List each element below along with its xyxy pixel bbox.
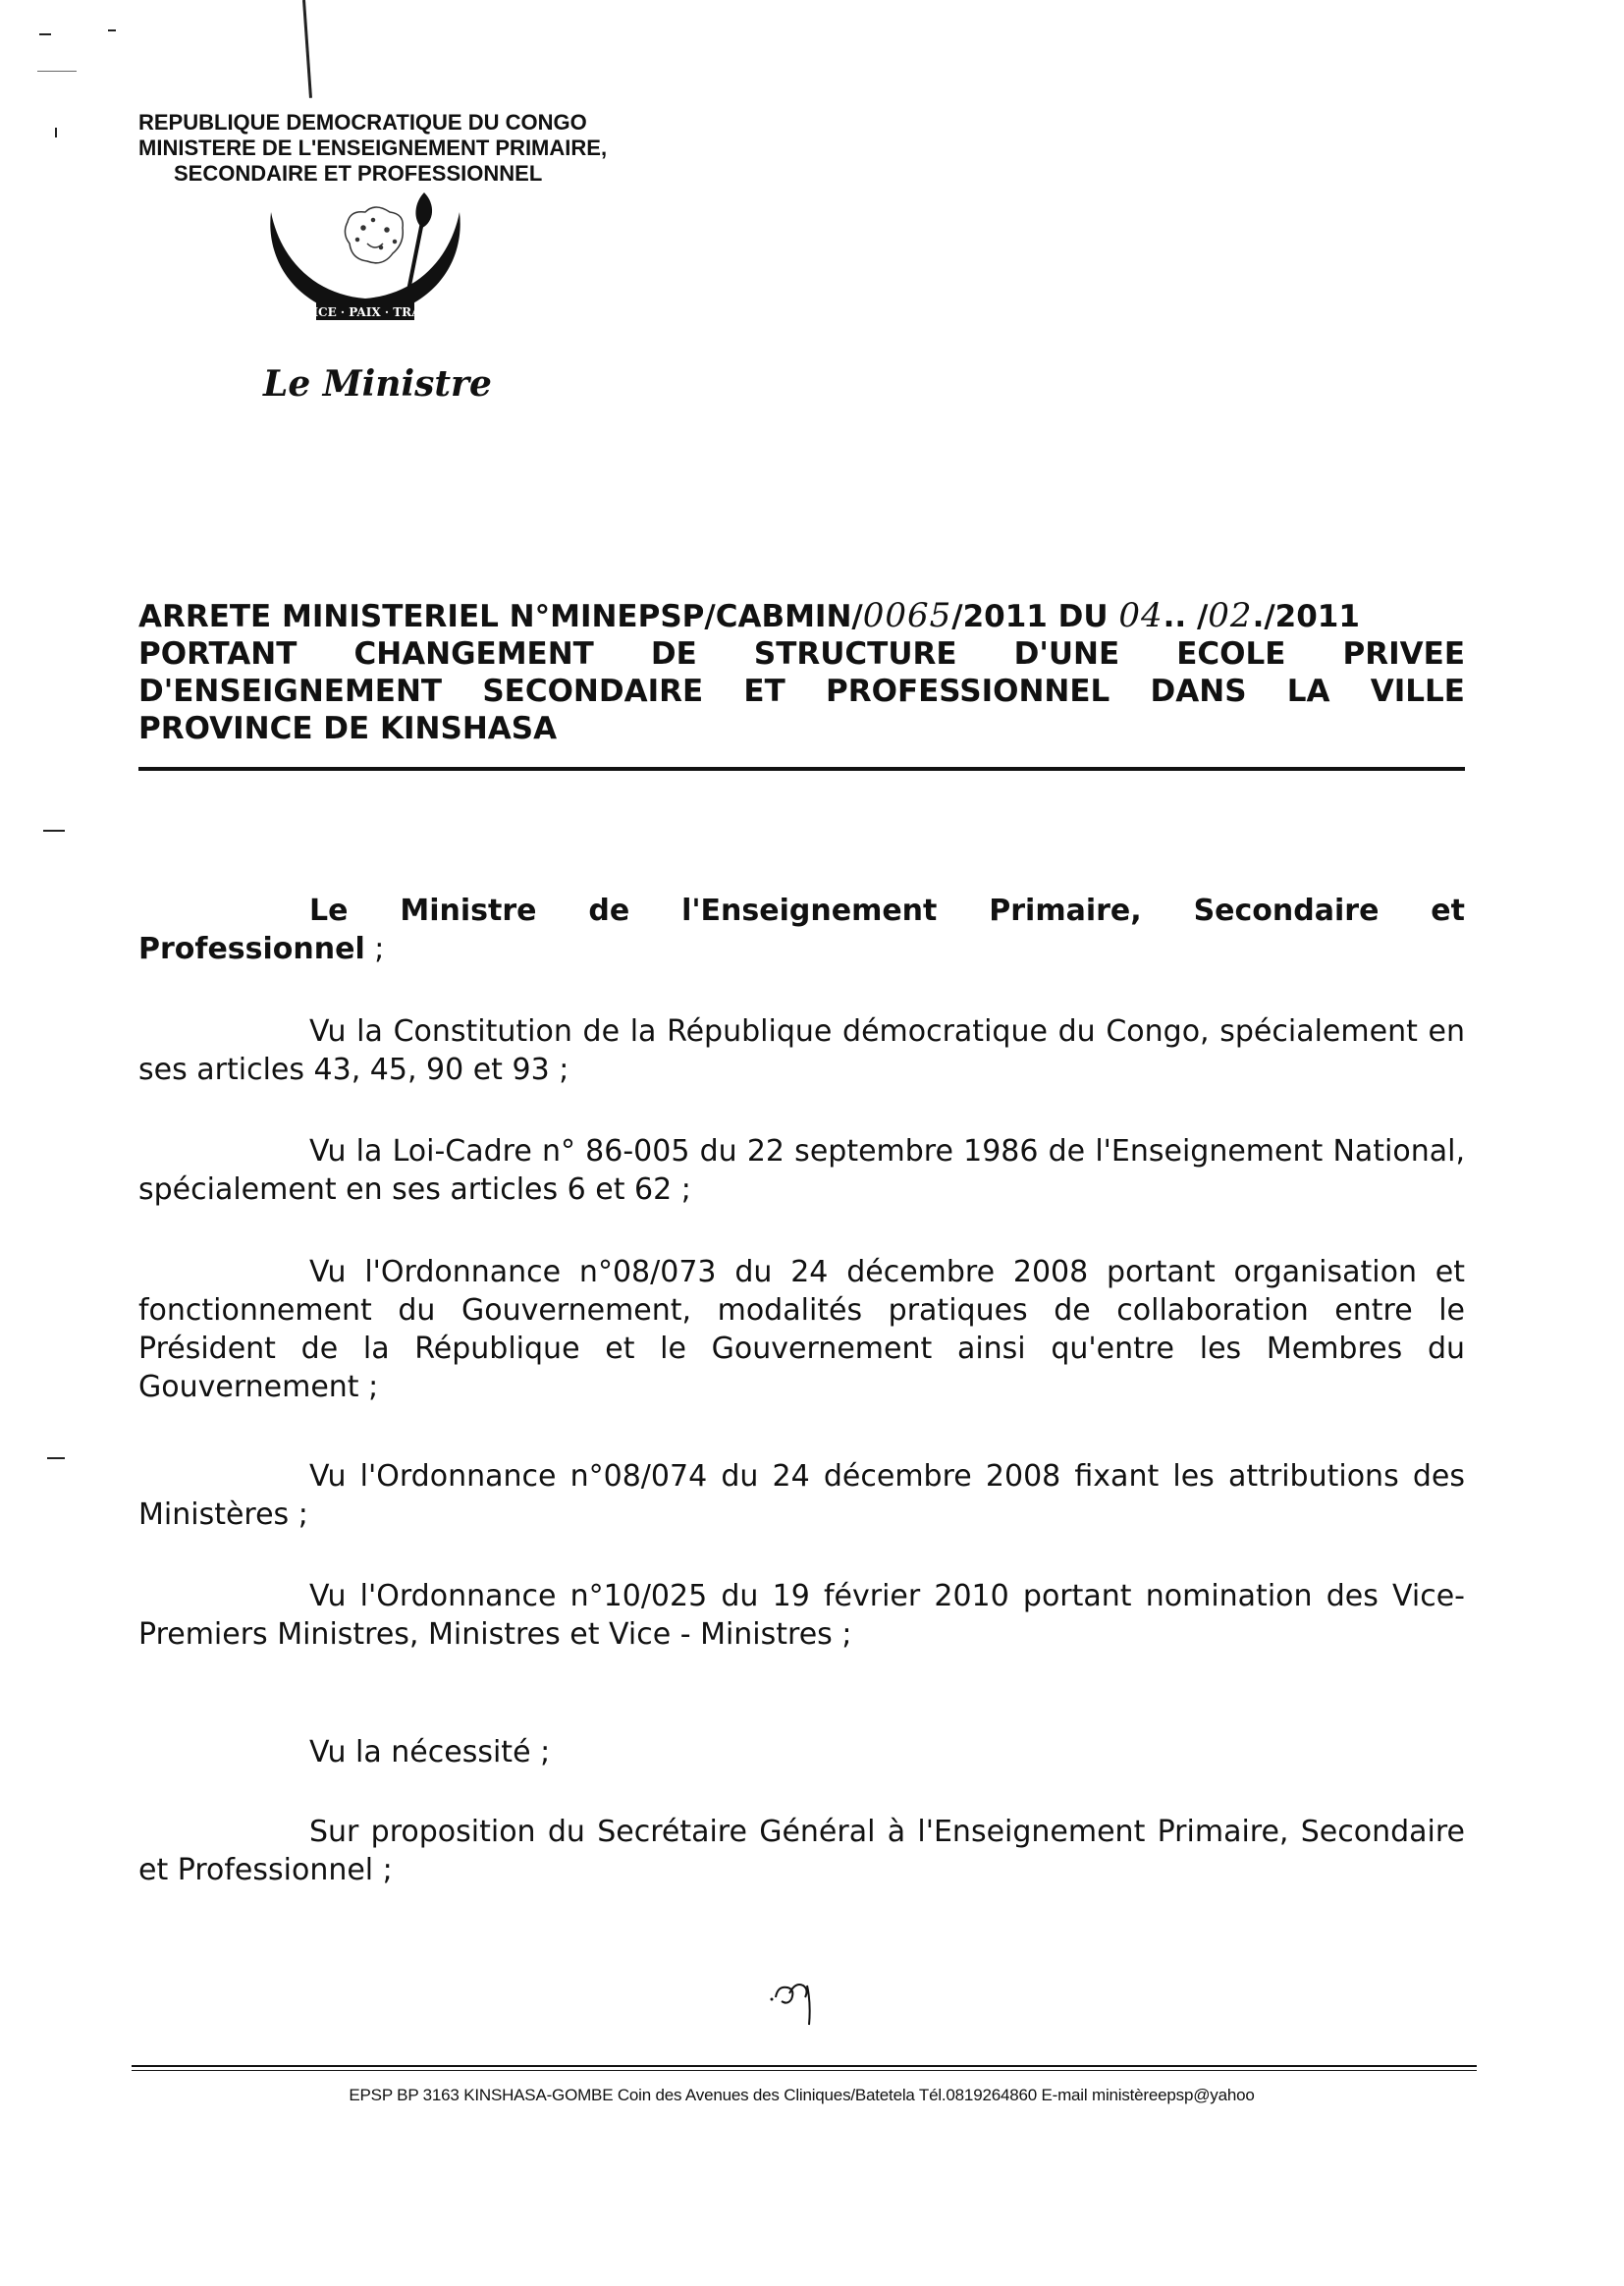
p4-line1: Vu l'Ordonnance n°08/073 du 24 décembre 2008 portant organisation et	[309, 1255, 1465, 1289]
header-ministry-cont: SECONDAIRE ET PROFESSIONNEL	[174, 161, 543, 186]
arrete-line-4: PROVINCE DE KINSHASA	[138, 711, 558, 746]
coat-of-arms-icon	[257, 192, 483, 340]
p8-line2: et Professionnel ;	[138, 1853, 393, 1887]
scan-mark	[108, 29, 116, 31]
signature-title: Le Ministre	[263, 363, 492, 405]
scan-mark	[302, 0, 312, 98]
arrete-date-year: ./2011	[1252, 599, 1360, 634]
arrete-line-3: D'ENSEIGNEMENT SECONDAIRE ET PROFESSIONNEL DANS LA VILLE	[138, 674, 1465, 709]
p2-line1: Vu la Constitution de la République démocratique du Congo, spécialement en	[309, 1014, 1465, 1049]
scan-mark	[39, 33, 51, 35]
arrete-prefix: ARRETE MINISTERIEL N°MINEPSP/CABMIN/	[138, 599, 863, 634]
p2-line2: ses articles 43, 45, 90 et 93 ;	[138, 1053, 569, 1087]
paragraph-ordonnance-073	[138, 1253, 1465, 1406]
emblem-motto: JUSTICE · PAIX · TRAVAIL	[279, 305, 452, 319]
paragraph-proposition	[138, 1813, 1465, 1889]
footer-rule-top	[132, 2065, 1477, 2067]
p3-line1: Vu la Loi-Cadre n° 86-005 du 22 septembre 1986 de l'Enseignement National,	[309, 1134, 1465, 1169]
p4-line4: Gouvernement ;	[138, 1370, 379, 1404]
scan-mark	[37, 71, 77, 72]
arrete-title	[138, 597, 1465, 747]
p6-line1: Vu l'Ordonnance n°10/025 du 19 février 2010 portant nomination des Vice-	[309, 1579, 1465, 1613]
p5-line1: Vu l'Ordonnance n°08/074 du 24 décembre 2008 fixant les attributions des	[309, 1459, 1465, 1494]
scan-mark	[55, 128, 57, 137]
arrete-month-handwritten: 02	[1208, 596, 1253, 635]
paragraph-necessite	[138, 1733, 1465, 1771]
p1-line1: Le Ministre de l'Enseignement Primaire, Secondaire et	[309, 894, 1465, 928]
arrete-year: /2011 DU	[951, 599, 1119, 634]
footer-rule-bottom	[132, 2070, 1477, 2071]
arrete-month-sep: /	[1186, 599, 1209, 634]
paragraph-loi-cadre	[138, 1132, 1465, 1209]
scan-mark	[43, 830, 65, 832]
p1-line2: Professionnel	[138, 932, 365, 966]
paragraph-minister	[138, 892, 1465, 968]
footer-address: EPSP BP 3163 KINSHASA-GOMBE Coin des Avenues des Cliniques/Batetela Tél.0819264860 E-mail ministèreepsp@yahoo	[349, 2086, 1255, 2104]
arrete-line-1	[138, 597, 1465, 635]
handwritten-initials-icon	[766, 1964, 835, 2042]
paragraph-ordonnance-025	[138, 1577, 1465, 1654]
paragraph-ordonnance-074	[138, 1457, 1465, 1534]
p1-tail: ;	[364, 932, 385, 966]
header-ministry: MINISTERE DE L'ENSEIGNEMENT PRIMAIRE,	[138, 136, 608, 160]
arrete-line-2: PORTANT CHANGEMENT DE STRUCTURE D'UNE ECOLE PRIVEE	[138, 636, 1465, 672]
p8-line1: Sur proposition du Secrétaire Général à l'Enseignement Primaire, Secondaire	[309, 1815, 1465, 1849]
arrete-day-handwritten: 04	[1118, 596, 1164, 635]
arrete-dots: ..	[1163, 599, 1187, 634]
arrete-number-handwritten: 0065	[862, 596, 952, 635]
paragraph-constitution	[138, 1012, 1465, 1089]
title-underline	[138, 767, 1465, 771]
p7-line1: Vu la nécessité ;	[309, 1735, 551, 1769]
p6-line2: Premiers Ministres, Ministres et Vice - Ministres ;	[138, 1617, 852, 1652]
p4-line2: fonctionnement du Gouvernement, modalités pratiques de collaboration entre le	[138, 1293, 1465, 1328]
ministry-header	[138, 110, 607, 187]
header-republic: REPUBLIQUE DEMOCRATIQUE DU CONGO	[138, 110, 587, 135]
scan-mark	[47, 1457, 65, 1459]
p4-line3: Président de la République et le Gouvernement ainsi qu'entre les Membres du	[138, 1332, 1465, 1366]
p5-line2: Ministères ;	[138, 1497, 308, 1532]
p3-line2: spécialement en ses articles 6 et 62 ;	[138, 1172, 691, 1207]
